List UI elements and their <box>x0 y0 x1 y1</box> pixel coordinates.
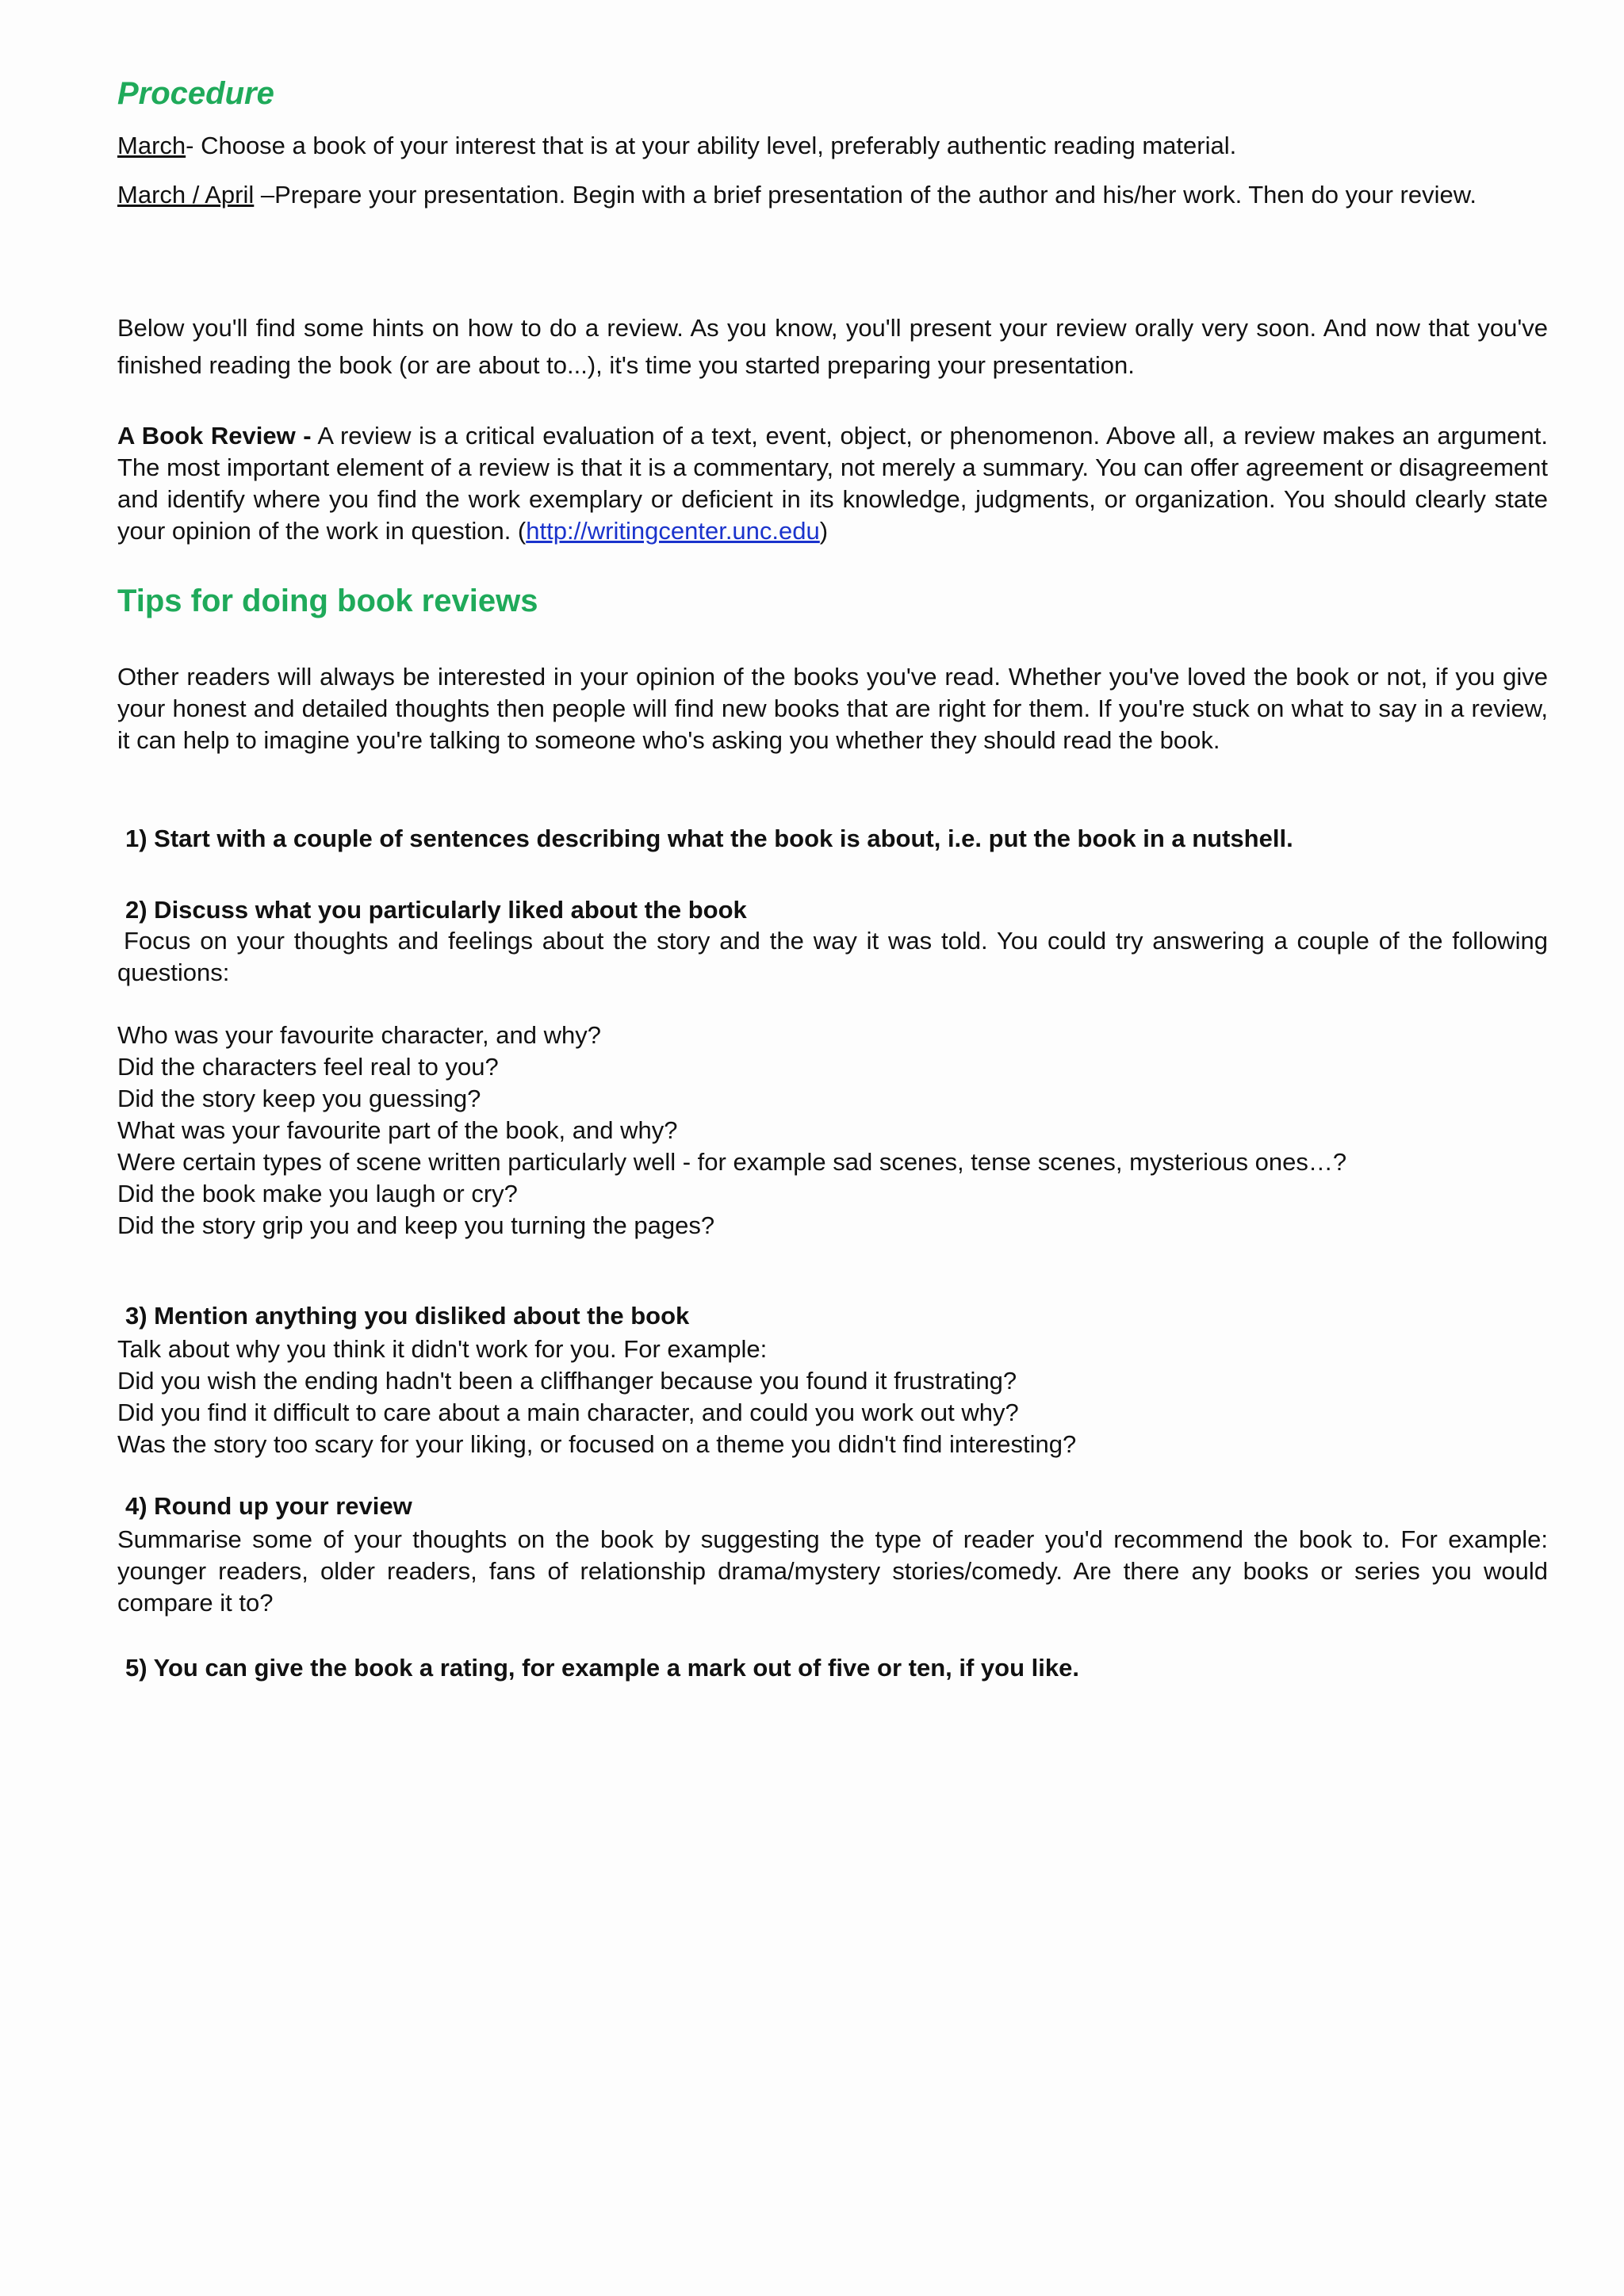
march-april-text: –Prepare your presentation. Begin with a brief presentation of the author and his/her work. Then do your review. <box>254 181 1477 209</box>
book-review-paragraph <box>117 420 1548 547</box>
march-label: March <box>117 132 186 159</box>
tip-3-heading: 3) Mention anything you disliked about the book <box>125 1302 690 1330</box>
tip-1: 1) Start with a couple of sentences describing what the book is about, i.e. put the book in a nutshell. <box>125 825 1293 852</box>
intro-paragraph: Below you'll find some hints on how to do a review. As you know, you'll present your review orally very soon. And now that you've finished reading the book (or are about to...), it's time you started preparing your presentation. <box>117 314 1548 379</box>
book-review-label: A Book Review - <box>117 422 312 450</box>
tip-2-text: Focus on your thoughts and feelings about the story and the way it was told. You could try answering a couple of the following questions: <box>117 927 1548 986</box>
question-item: What was your favourite part of the book, and why? <box>117 1116 678 1144</box>
book-review-close: ) <box>819 517 829 545</box>
book-review-text: A review is a critical evaluation of a text, event, object, or phenomenon. Above all, a review makes an argument. The most important element of a review is that it is a commentary, not merely a summary. You can offer agreement or disagreement and identify where you find the work exemplary or deficient in its knowledge, judgments, or organization. You should clearly state your opinion of the work in question. ( <box>117 422 1549 545</box>
tip-5: 5) You can give the book a rating, for example a mark out of five or ten, if you like. <box>125 1654 1079 1682</box>
tip-3-list <box>117 1334 1548 1460</box>
questions-list <box>117 1020 1548 1242</box>
question-item: Did the book make you laugh or cry? <box>117 1180 518 1207</box>
writingcenter-link[interactable]: http://writingcenter.unc.edu <box>526 517 820 545</box>
tips-intro-paragraph: Other readers will always be interested in your opinion of the books you've read. Whether you've loved the book or not, if you give your honest and detailed thoughts then people will find new books that are right for them. If you're stuck on what to say in a review, it can help to imagine you're talking to someone who's asking you whether they should read the book. <box>117 663 1548 754</box>
question-item: Who was your favourite character, and why? <box>117 1021 601 1049</box>
tip-3-line: Talk about why you think it didn't work for you. For example: <box>117 1335 768 1363</box>
tip-3-line: Was the story too scary for your liking, or focused on a theme you didn't find interesting? <box>117 1430 1077 1458</box>
tip-3-line: Did you find it difficult to care about a main character, and could you work out why? <box>117 1399 1019 1426</box>
question-item: Were certain types of scene written particularly well - for example sad scenes, tense scenes, mysterious ones…? <box>117 1148 1347 1176</box>
march-april-label: March / April <box>117 181 255 209</box>
march-line <box>117 132 1548 160</box>
tip-4-text: Summarise some of your thoughts on the book by suggesting the type of reader you'd recommend the book to. For example: younger readers, older readers, fans of relationship drama/mystery stories/comedy. Are there any books or series you would compare it to? <box>117 1525 1548 1617</box>
tips-heading: Tips for doing book reviews <box>117 584 538 618</box>
question-item: Did the story keep you guessing? <box>117 1085 481 1112</box>
question-item: Did the story grip you and keep you turning the pages? <box>117 1211 715 1239</box>
tip-4-heading: 4) Round up your review <box>125 1492 412 1520</box>
tip-2-heading: 2) Discuss what you particularly liked about the book <box>125 896 747 924</box>
procedure-heading: Procedure <box>117 76 274 111</box>
tip-3-line: Did you wish the ending hadn't been a cliffhanger because you found it frustrating? <box>117 1367 1017 1395</box>
question-item: Did the characters feel real to you? <box>117 1053 499 1081</box>
march-text: - Choose a book of your interest that is at your ability level, preferably authentic reading material. <box>186 132 1237 159</box>
march-april-paragraph <box>117 171 1548 219</box>
